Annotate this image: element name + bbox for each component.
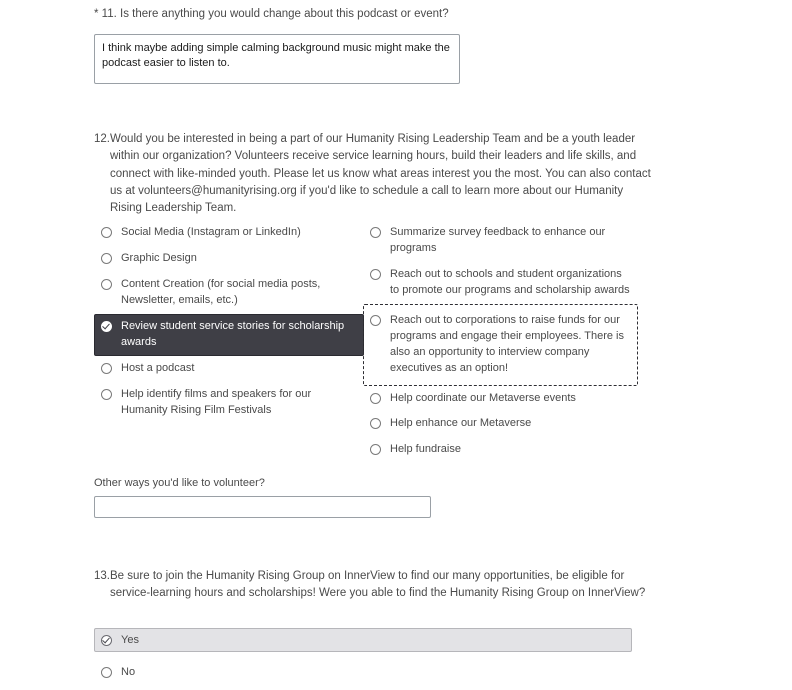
option-film-festivals[interactable] [94, 382, 364, 424]
option-reach-out-corporations[interactable] [363, 304, 638, 386]
option-label: No [121, 666, 136, 678]
other-volunteer-label: Other ways you'd like to volunteer? [94, 477, 265, 489]
option-content-creation[interactable] [94, 272, 364, 314]
option-label: Review student service stories for scholarship awards [121, 319, 345, 348]
question-11-label: * 11. Is there anything you would change about this podcast or event? [94, 8, 449, 20]
radio-icon [370, 418, 381, 429]
other-volunteer-input[interactable] [94, 496, 431, 518]
radio-checked-icon [101, 635, 112, 646]
option-label: Social Media (Instagram or LinkedIn) [121, 226, 301, 238]
radio-icon [370, 227, 381, 238]
option-yes[interactable] [94, 628, 632, 652]
radio-icon [101, 363, 112, 374]
option-reach-out-schools[interactable] [363, 262, 638, 304]
option-label: Reach out to corporations to raise funds for our programs and engage their employees. There is also an opportunity to interview company executives as an option! [390, 313, 624, 374]
radio-icon [370, 269, 381, 280]
question-12-number: 12. [94, 133, 110, 145]
option-summarize-survey-feedback[interactable] [363, 220, 638, 262]
option-graphic-design[interactable] [94, 246, 364, 272]
radio-icon [101, 253, 112, 264]
option-review-student-stories[interactable] [94, 314, 364, 356]
radio-icon [370, 315, 381, 326]
option-label: Help fundraise [390, 443, 461, 456]
option-social-media[interactable] [94, 220, 364, 246]
question-13-label: Be sure to join the Humanity Rising Group on InnerView to find our many opportunities, be eligible for service-learning hours and scholarships! Were you able to find the Humanity Rising Group on InnerView? [110, 570, 646, 600]
option-coordinate-metaverse-events[interactable] [363, 386, 638, 412]
option-label: Graphic Design [121, 251, 197, 264]
option-enhance-metaverse[interactable] [363, 411, 638, 437]
radio-icon [370, 444, 381, 455]
option-no[interactable] [94, 660, 632, 684]
radio-icon [101, 667, 112, 678]
question-12-label: Would you be interested in being a part of our Humanity Rising Leadership Team and be a youth leader within our organization? Volunteers receive service learning hours, build their leaders and life skills, and connect with like-minded youth. Please let us know what areas interest you the most. You can also contact us at volunteers@humanityrising.org if you'd like to schedule a call to learn more about our Humanity Rising Leadership Team. [110, 133, 651, 214]
other-volunteer-block [94, 477, 494, 518]
option-host-podcast[interactable] [94, 356, 364, 382]
question-12-left-column [94, 220, 364, 423]
radio-icon [101, 389, 112, 400]
radio-icon [101, 227, 112, 238]
option-label: Help enhance our Metaverse [390, 417, 532, 430]
radio-checked-icon [101, 321, 112, 332]
option-label: Reach out to schools and student organizations to promote our programs and scholarship awards [390, 267, 630, 296]
question-12-right-column [363, 220, 638, 463]
question-12 [94, 131, 654, 217]
option-label: Yes [121, 634, 139, 646]
option-label: Content Creation (for social media posts, Newsletter, emails, etc.) [121, 277, 321, 306]
radio-icon [370, 393, 381, 404]
question-13-options [94, 628, 634, 684]
radio-icon [101, 279, 112, 290]
option-label: Help identify films and speakers for our Humanity Rising Film Festivals [121, 387, 312, 416]
question-13-number: 13. [94, 570, 110, 582]
question-13 [94, 568, 654, 603]
option-help-fundraise[interactable] [363, 437, 638, 463]
option-label: Host a podcast [121, 361, 195, 374]
question-11 [94, 6, 694, 87]
question-11-textarea[interactable] [94, 34, 460, 84]
option-label: Summarize survey feedback to enhance our programs [390, 226, 606, 254]
option-label: Help coordinate our Metaverse events [390, 391, 576, 404]
